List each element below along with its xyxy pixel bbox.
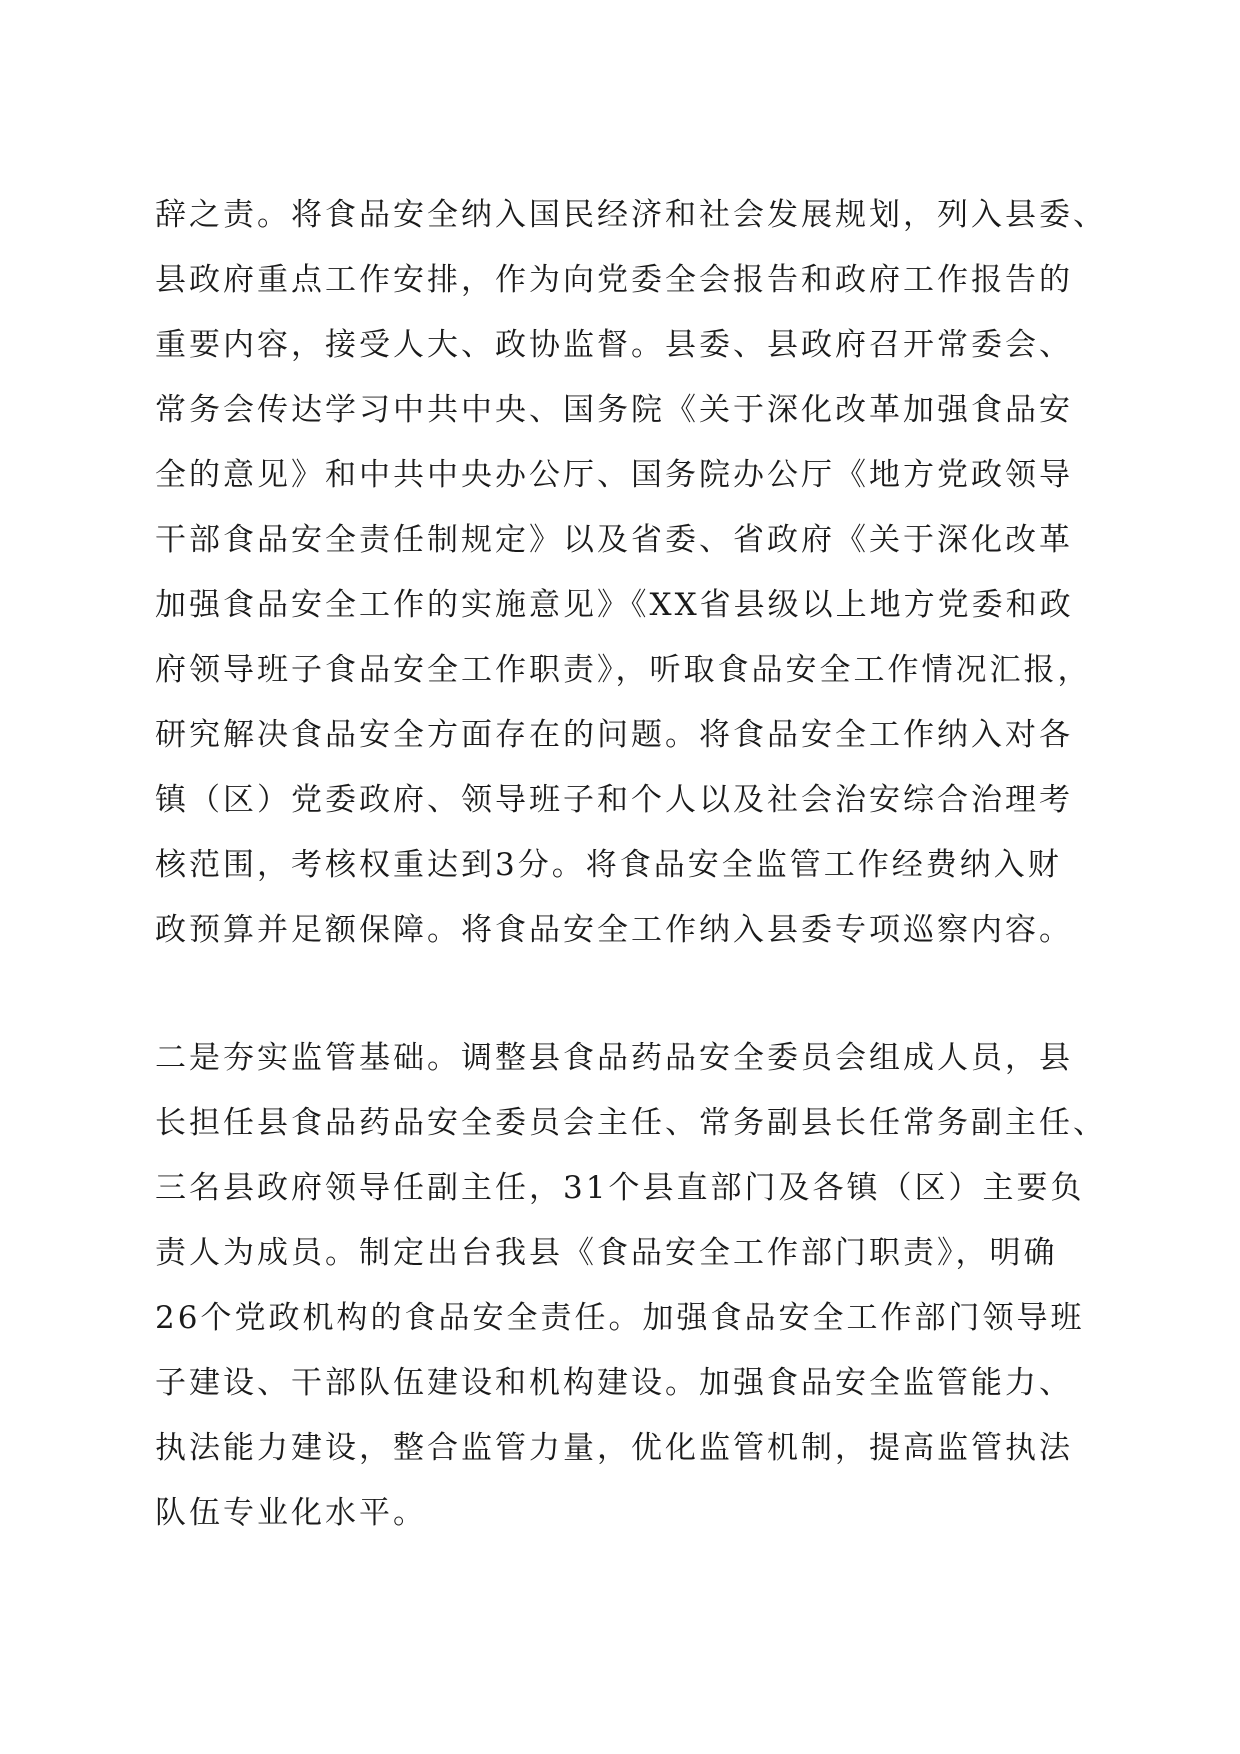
text-line: 三名县政府领导任副主任，31个县直部门及各镇（区）主要负 bbox=[155, 1170, 1085, 1206]
paragraph-1 bbox=[155, 183, 1115, 963]
text-line: 加强食品安全工作的实施意见》《XX省县级以上地方党委和政 bbox=[155, 587, 1074, 623]
text-line: 干部食品安全责任制规定》以及省委、省政府《关于深化改革 bbox=[155, 522, 1073, 558]
text-line: 队伍专业化水平。 bbox=[155, 1495, 427, 1531]
paragraph-2 bbox=[155, 1026, 1115, 1546]
text-line: 责人为成员。制定出台我县《食品安全工作部门职责》，明确 bbox=[155, 1235, 1058, 1271]
text-line: 全的意见》和中共中央办公厅、国务院办公厅《地方党政领导 bbox=[155, 457, 1073, 493]
text-line: 政预算并足额保障。将食品安全工作纳入县委专项巡察内容。 bbox=[155, 912, 1073, 948]
text-line: 辞之责。将食品安全纳入国民经济和社会发展规划，列入县委、 bbox=[155, 197, 1107, 233]
text-line: 二是夯实监管基础。调整县食品药品安全委员会组成人员，县 bbox=[155, 1040, 1073, 1076]
text-line: 长担任县食品药品安全委员会主任、常务副县长任常务副主任、 bbox=[155, 1105, 1107, 1141]
text-line: 重要内容，接受人大、政协监督。县委、县政府召开常委会、 bbox=[155, 327, 1073, 363]
text-line: 执法能力建设，整合监管力量，优化监管机制，提高监管执法 bbox=[155, 1430, 1073, 1466]
text-line: 县政府重点工作安排，作为向党委全会报告和政府工作报告的 bbox=[155, 262, 1073, 298]
text-line: 26个党政机构的食品安全责任。加强食品安全工作部门领导班 bbox=[155, 1300, 1085, 1336]
text-line: 核范围，考核权重达到3分。将食品安全监管工作经费纳入财 bbox=[155, 847, 1062, 883]
text-line: 府领导班子食品安全工作职责》，听取食品安全工作情况汇报， bbox=[155, 652, 1092, 688]
text-line: 镇（区）党委政府、领导班子和个人以及社会治安综合治理考 bbox=[155, 782, 1073, 818]
text-line: 子建设、干部队伍建设和机构建设。加强食品安全监管能力、 bbox=[155, 1365, 1073, 1401]
text-line: 研究解决食品安全方面存在的问题。将食品安全工作纳入对各 bbox=[155, 717, 1073, 753]
text-line: 常务会传达学习中共中央、国务院《关于深化改革加强食品安 bbox=[155, 392, 1073, 428]
